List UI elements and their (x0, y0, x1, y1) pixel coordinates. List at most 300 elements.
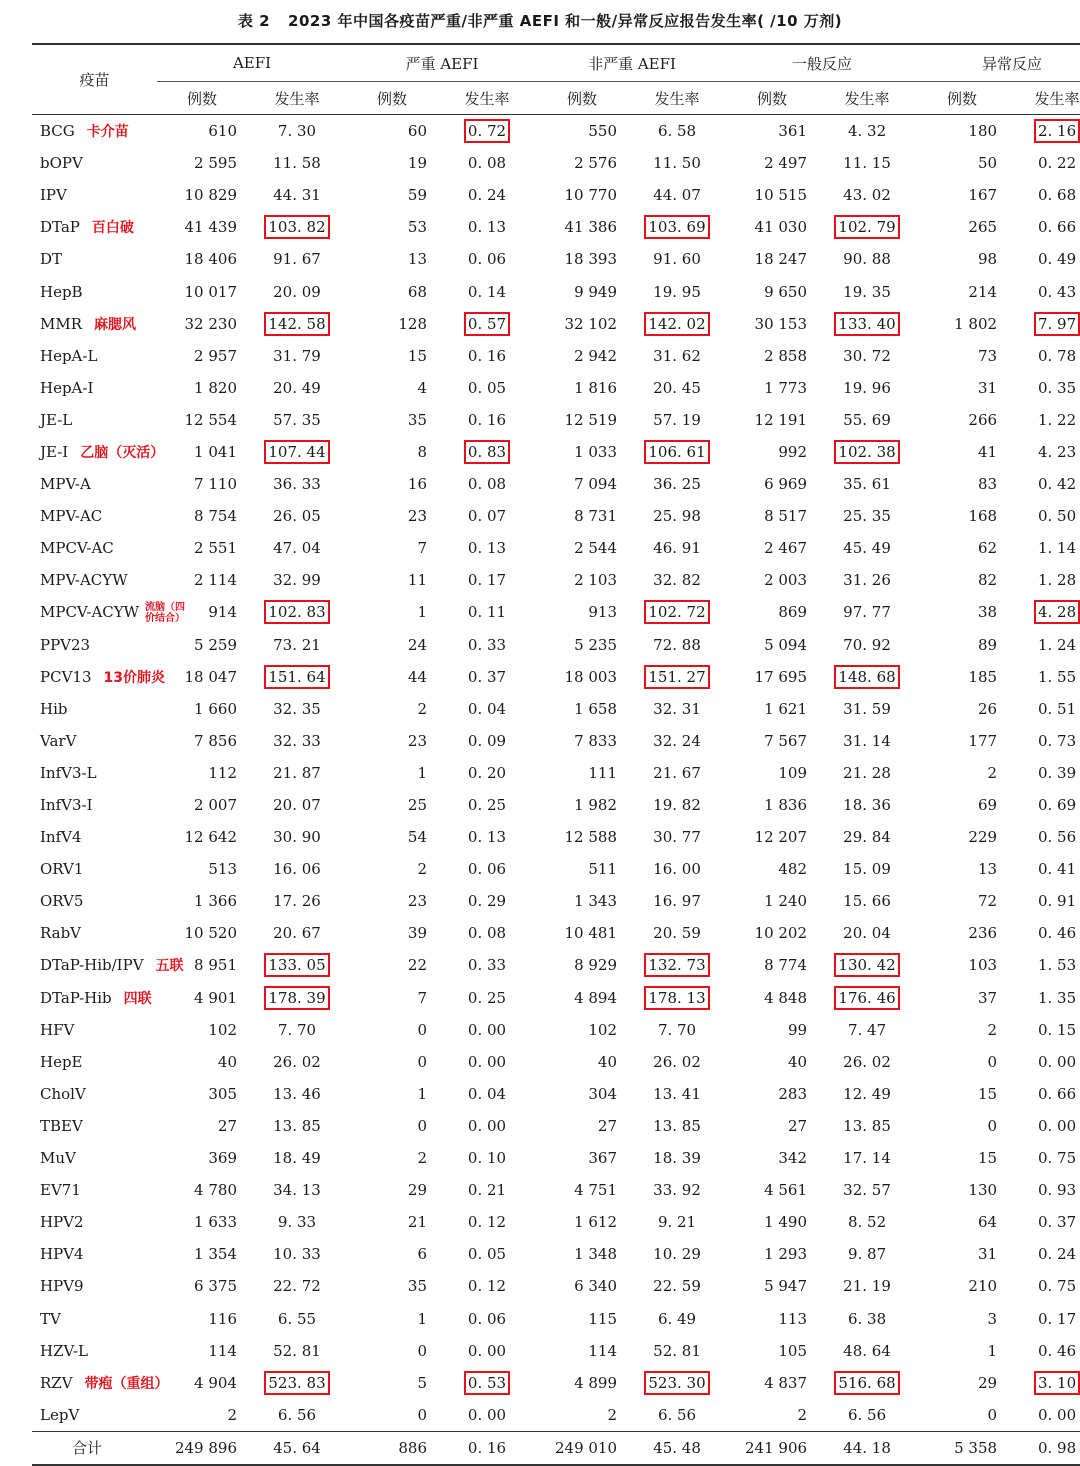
count-cell (537, 211, 627, 243)
count-value: 116 (208, 1309, 237, 1328)
count-cell (917, 853, 1007, 885)
rate-cell (437, 725, 537, 757)
rate-cell (627, 1014, 727, 1046)
count-value: 5 235 (574, 635, 618, 654)
count-value: 4 (417, 378, 427, 397)
vaccine-name: TV (40, 1309, 61, 1328)
count-cell (157, 564, 247, 596)
rate-value: 0. 78 (1037, 346, 1077, 365)
count-cell (917, 1174, 1007, 1206)
rate-value: 11. 50 (653, 154, 701, 173)
count-value: 7 567 (764, 731, 808, 750)
highlighted-rate-value: 4. 28 (1034, 600, 1080, 624)
vaccine-cell (32, 1206, 157, 1238)
count-cell (917, 949, 1007, 981)
vaccine-cell (32, 596, 185, 628)
header-vaccine: 疫苗 (32, 44, 157, 115)
rate-cell (817, 564, 917, 596)
highlighted-rate-value: 148. 68 (834, 665, 899, 689)
rate-value: 52. 81 (273, 1341, 321, 1360)
vaccine-cell (32, 917, 157, 949)
table-row (32, 340, 1080, 372)
rate-cell (437, 693, 537, 725)
count-value: 1 633 (194, 1213, 237, 1232)
count-cell (347, 564, 437, 596)
count-value: 115 (588, 1309, 618, 1328)
rate-value: 0. 00 (1037, 1052, 1077, 1071)
rate-cell (247, 1142, 347, 1174)
count-value: 109 (778, 763, 808, 782)
header-count: 例数 (157, 82, 247, 115)
count-value: 1 033 (574, 442, 618, 461)
rate-value: 20. 45 (653, 378, 701, 397)
count-cell (727, 853, 817, 885)
count-value: 210 (968, 1277, 998, 1296)
count-cell (917, 275, 1007, 307)
count-value: 18 003 (564, 667, 618, 686)
vaccine-name: PCV13 (40, 667, 92, 686)
count-value: 40 (597, 1052, 618, 1071)
table-row (32, 1078, 1080, 1110)
rate-cell (437, 404, 537, 436)
count-cell (727, 468, 817, 500)
count-cell (347, 596, 437, 628)
rate-cell (817, 275, 917, 307)
vaccine-name: MuV (40, 1149, 76, 1168)
rate-cell (437, 308, 537, 340)
rate-value: 46. 91 (653, 539, 701, 558)
rate-cell (1007, 1431, 1080, 1465)
rate-cell (247, 1238, 347, 1270)
rate-cell (1007, 404, 1080, 436)
count-value: 29 (977, 1373, 998, 1392)
count-cell (537, 436, 627, 468)
count-value: 2 467 (764, 539, 808, 558)
table-row (32, 532, 1080, 564)
highlighted-rate-value: 7. 97 (1034, 312, 1080, 336)
count-cell (917, 1399, 1007, 1432)
count-cell (347, 436, 437, 468)
rate-cell (1007, 1206, 1080, 1238)
rate-value: 45. 64 (273, 1438, 321, 1457)
count-value: 37 (977, 988, 998, 1007)
rate-cell (627, 275, 727, 307)
count-value: 266 (968, 410, 998, 429)
vaccine-cell (32, 1238, 157, 1270)
rate-value: 0. 24 (1037, 1245, 1077, 1264)
count-cell (727, 115, 817, 148)
count-cell (727, 789, 817, 821)
count-cell (727, 661, 817, 693)
count-cell (917, 757, 1007, 789)
rate-value: 57. 19 (653, 410, 701, 429)
rate-cell (817, 1367, 917, 1399)
rate-cell (437, 1142, 537, 1174)
count-cell (537, 500, 627, 532)
count-cell (157, 1174, 247, 1206)
rate-cell (437, 885, 537, 917)
rate-value: 97. 77 (843, 603, 891, 622)
rate-value: 0. 00 (467, 1052, 507, 1071)
highlighted-rate-value: 3. 10 (1034, 1371, 1080, 1395)
count-cell (347, 1110, 437, 1142)
rate-value: 90. 88 (843, 250, 891, 269)
count-value: 2 (417, 1149, 427, 1168)
count-value: 305 (208, 1084, 237, 1103)
count-value: 369 (208, 1149, 237, 1168)
vaccine-cell (32, 275, 157, 307)
count-value: 11 (407, 571, 427, 590)
count-cell (727, 1174, 817, 1206)
rate-cell (247, 404, 347, 436)
rate-cell (437, 340, 537, 372)
count-cell (347, 693, 437, 725)
vaccine-cell (32, 564, 157, 596)
table-row (32, 564, 1080, 596)
count-value: 1 (417, 603, 427, 622)
count-value: 128 (398, 314, 427, 333)
table-row (32, 693, 1080, 725)
rate-cell (817, 308, 917, 340)
count-value: 13 (407, 250, 427, 269)
rate-cell (247, 532, 347, 564)
count-value: 19 (407, 154, 427, 173)
rate-value: 0. 04 (467, 1084, 507, 1103)
rate-cell (247, 468, 347, 500)
count-value: 7 (417, 988, 427, 1007)
rate-cell (627, 404, 727, 436)
rate-value: 6. 58 (657, 122, 697, 141)
rate-cell (437, 949, 537, 981)
rate-cell (627, 1206, 727, 1238)
count-value: 180 (968, 122, 998, 141)
rate-cell (1007, 1046, 1080, 1078)
count-value: 16 (407, 475, 427, 494)
count-value: 2 (417, 699, 427, 718)
vaccine-cell (32, 1014, 157, 1046)
count-value: 2 957 (194, 346, 237, 365)
table-row (32, 147, 1080, 179)
vaccine-cell (32, 629, 157, 661)
rate-cell (817, 115, 917, 148)
count-value: 361 (778, 122, 808, 141)
count-cell (537, 917, 627, 949)
rate-value: 45. 49 (843, 539, 891, 558)
rate-value: 9. 87 (847, 1245, 887, 1264)
highlighted-rate-value: 0. 72 (464, 119, 510, 143)
count-cell (917, 532, 1007, 564)
count-value: 27 (217, 1116, 237, 1135)
rate-cell (247, 308, 347, 340)
rate-cell (437, 500, 537, 532)
rate-cell (1007, 1270, 1080, 1302)
vaccine-cell (32, 853, 157, 885)
table-row (32, 1270, 1080, 1302)
rate-value: 15. 66 (843, 892, 891, 911)
vaccine-annotation: 乙脑（灭活） (80, 444, 165, 461)
rate-value: 0. 17 (467, 571, 507, 590)
highlighted-rate-value: 523. 83 (264, 1371, 329, 1395)
rate-cell (247, 757, 347, 789)
rate-cell (1007, 1078, 1080, 1110)
rate-value: 0. 37 (1037, 1213, 1077, 1232)
rate-value: 0. 16 (467, 1438, 507, 1457)
count-value: 112 (208, 763, 237, 782)
count-value: 32 230 (184, 314, 237, 333)
rate-cell (437, 917, 537, 949)
table-row (32, 1399, 1080, 1432)
rate-cell (247, 821, 347, 853)
highlighted-rate-value: 516. 68 (834, 1371, 899, 1395)
vaccine-cell (32, 885, 157, 917)
count-cell (727, 1431, 817, 1465)
rate-cell (1007, 661, 1080, 693)
count-cell (347, 1174, 437, 1206)
count-cell (157, 532, 247, 564)
count-cell (537, 1335, 627, 1367)
rate-value: 0. 06 (467, 250, 507, 269)
count-cell (917, 243, 1007, 275)
vaccine-name: IPV (40, 186, 67, 205)
vaccine-cell (32, 500, 157, 532)
count-value: 1 (417, 763, 427, 782)
vaccine-cell (32, 1335, 157, 1367)
count-value: 35 (407, 1277, 427, 1296)
rate-value: 0. 21 (467, 1181, 507, 1200)
table-row (32, 1142, 1080, 1174)
rate-value: 0. 68 (1037, 186, 1077, 205)
count-value: 114 (588, 1341, 618, 1360)
rate-value: 0. 35 (1037, 378, 1077, 397)
count-cell (347, 982, 437, 1014)
count-value: 265 (968, 218, 998, 237)
highlighted-rate-value: 102. 38 (834, 440, 899, 464)
rate-value: 0. 75 (1037, 1277, 1077, 1296)
rate-value: 0. 00 (467, 1405, 507, 1424)
count-cell (347, 1335, 437, 1367)
rate-cell (247, 725, 347, 757)
rate-value: 0. 00 (467, 1341, 507, 1360)
count-cell (537, 1270, 627, 1302)
header-group-aefi: AEFI (157, 44, 347, 82)
rate-cell (817, 147, 917, 179)
count-value: 914 (208, 603, 237, 622)
vaccine-name: MPV-A (40, 475, 91, 494)
count-cell (157, 629, 247, 661)
rate-value: 13. 46 (273, 1084, 321, 1103)
rate-cell (627, 211, 727, 243)
count-cell (537, 596, 627, 628)
vaccine-cell (32, 1270, 157, 1302)
count-value: 513 (208, 860, 237, 879)
table-row (32, 179, 1080, 211)
count-cell (157, 147, 247, 179)
rate-value: 10. 33 (273, 1245, 321, 1264)
count-cell (347, 340, 437, 372)
rate-value: 0. 24 (467, 186, 507, 205)
rate-value: 26. 02 (273, 1052, 321, 1071)
rate-cell (247, 789, 347, 821)
rate-cell (247, 1399, 347, 1432)
count-value: 2 (607, 1405, 618, 1424)
count-cell (917, 1367, 1007, 1399)
rate-cell (627, 757, 727, 789)
rate-value: 0. 08 (467, 475, 507, 494)
count-cell (347, 1302, 437, 1334)
count-value: 41 030 (754, 218, 808, 237)
count-cell (917, 1142, 1007, 1174)
count-cell (727, 1110, 817, 1142)
rate-value: 0. 14 (467, 282, 507, 301)
count-value: 9 949 (574, 282, 618, 301)
count-value: 105 (778, 1341, 808, 1360)
rate-value: 0. 16 (467, 346, 507, 365)
count-cell (347, 917, 437, 949)
count-value: 2 858 (764, 346, 808, 365)
count-cell (347, 500, 437, 532)
highlighted-rate-value: 132. 73 (644, 953, 709, 977)
count-value: 283 (778, 1084, 808, 1103)
count-value: 39 (407, 924, 427, 943)
rate-value: 4. 23 (1037, 442, 1077, 461)
count-cell (727, 885, 817, 917)
highlighted-rate-value: 176. 46 (834, 986, 899, 1010)
vaccine-cell (32, 1174, 157, 1206)
rate-value: 0. 49 (1037, 250, 1077, 269)
rate-cell (627, 1174, 727, 1206)
count-value: 13 (977, 860, 998, 879)
count-value: 1 816 (574, 378, 618, 397)
rate-cell (1007, 1302, 1080, 1334)
rate-value: 1. 22 (1037, 410, 1077, 429)
count-value: 168 (968, 507, 998, 526)
rate-cell (817, 532, 917, 564)
count-value: 10 481 (564, 924, 618, 943)
count-value: 2 942 (574, 346, 618, 365)
count-value: 5 358 (954, 1438, 998, 1457)
rate-cell (627, 661, 727, 693)
rate-cell (437, 1206, 537, 1238)
rate-value: 34. 13 (273, 1181, 321, 1200)
rate-cell (627, 1238, 727, 1270)
rate-cell (627, 1270, 727, 1302)
rate-cell (247, 1078, 347, 1110)
rate-cell (437, 1335, 537, 1367)
header-rate: 发生率 (1007, 82, 1080, 115)
vaccine-cell (32, 693, 157, 725)
table-row (32, 596, 1080, 628)
count-cell (537, 1046, 627, 1078)
count-cell (727, 1302, 817, 1334)
vaccine-cell (32, 1142, 157, 1174)
rate-value: 31. 59 (843, 699, 891, 718)
vaccine-name: HepB (40, 282, 83, 301)
count-value: 44 (407, 667, 427, 686)
vaccine-annotation: 五联 (155, 958, 184, 975)
count-cell (917, 1014, 1007, 1046)
rate-value: 21. 67 (653, 763, 701, 782)
count-cell (157, 725, 247, 757)
count-value: 2 (987, 1020, 998, 1039)
rate-cell (1007, 693, 1080, 725)
rate-cell (627, 596, 727, 628)
count-value: 0 (417, 1405, 427, 1424)
rate-cell (437, 1367, 537, 1399)
count-value: 102 (588, 1020, 618, 1039)
count-cell (727, 532, 817, 564)
count-value: 18 047 (184, 667, 237, 686)
table-row (32, 1046, 1080, 1078)
rate-cell (627, 1046, 727, 1078)
count-cell (157, 1238, 247, 1270)
vaccine-cell (32, 115, 157, 148)
rate-cell (817, 1302, 917, 1334)
count-cell (157, 179, 247, 211)
rate-value: 6. 56 (657, 1405, 697, 1424)
count-value: 98 (977, 250, 998, 269)
highlighted-rate-value: 142. 58 (264, 312, 329, 336)
count-cell (917, 468, 1007, 500)
vaccine-cell (32, 1078, 157, 1110)
rate-value: 1. 28 (1037, 571, 1077, 590)
rate-cell (1007, 1174, 1080, 1206)
table-row (32, 757, 1080, 789)
table-row (32, 436, 1080, 468)
count-value: 1 982 (574, 796, 618, 815)
vaccine-name: MPV-ACYW (40, 571, 128, 590)
count-cell (917, 340, 1007, 372)
count-value: 177 (968, 731, 998, 750)
rate-cell (627, 1431, 727, 1465)
rate-value: 0. 06 (467, 860, 507, 879)
count-value: 12 554 (184, 410, 237, 429)
rate-value: 0. 06 (467, 1309, 507, 1328)
rate-value: 44. 18 (843, 1438, 891, 1457)
vaccine-name: 合计 (72, 1439, 103, 1458)
rate-value: 7. 47 (847, 1020, 887, 1039)
count-value: 9 650 (764, 282, 808, 301)
rate-value: 0. 37 (467, 667, 507, 686)
count-cell (917, 308, 1007, 340)
count-value: 29 (407, 1181, 427, 1200)
count-value: 913 (588, 603, 618, 622)
rate-value: 0. 13 (467, 218, 507, 237)
rate-value: 0. 46 (1037, 1341, 1077, 1360)
rate-cell (437, 757, 537, 789)
rate-cell (817, 179, 917, 211)
rate-cell (247, 661, 347, 693)
rate-cell (817, 372, 917, 404)
rate-value: 48. 64 (843, 1341, 891, 1360)
count-value: 185 (968, 667, 998, 686)
rate-cell (1007, 1142, 1080, 1174)
vaccine-annotation: 麻腮风 (94, 316, 137, 333)
count-value: 1 836 (764, 796, 808, 815)
rate-cell (1007, 468, 1080, 500)
rate-cell (437, 275, 537, 307)
count-value: 59 (407, 186, 427, 205)
count-cell (727, 693, 817, 725)
highlighted-rate-value: 151. 27 (644, 665, 709, 689)
vaccine-name: RabV (40, 924, 82, 943)
count-value: 6 375 (194, 1277, 237, 1296)
vaccine-cell (32, 1367, 169, 1399)
rate-cell (437, 372, 537, 404)
count-cell (347, 1238, 437, 1270)
rate-cell (627, 1399, 727, 1432)
count-value: 4 751 (574, 1181, 618, 1200)
count-value: 38 (977, 603, 998, 622)
